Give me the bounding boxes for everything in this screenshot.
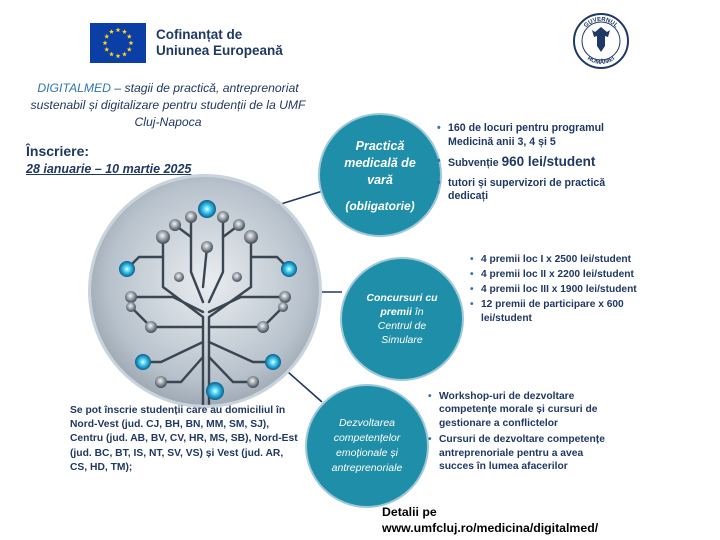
practice-title <box>344 138 416 189</box>
practice-bullet-places: • 160 de locuri pentru programul Medicină anii 3, 4 și 5 <box>437 122 637 149</box>
practice-bullet-list <box>437 122 637 210</box>
eu-line-1: Cofinanțat de <box>156 27 243 42</box>
prize-item: • 12 premii de participare x 600 lei/student <box>470 298 650 326</box>
program-brand: DIGITALMED <box>37 81 111 95</box>
contest-prizes-list <box>470 253 650 327</box>
practice-bullet-tutors: • tutori și supervizori de practică dedicați <box>437 177 637 204</box>
practice-title-line-2: medicală de <box>344 155 416 170</box>
romanian-government-emblem-icon <box>572 12 630 70</box>
program-title-rest: – stagii de practică, antreprenoriat sustenabil și digitalizare pentru studenții de la UMF Cluj-Napoca <box>30 81 306 129</box>
eu-line-2: Uniunea Europeană <box>156 43 283 58</box>
prize-item: • 4 premii loc III x 1900 lei/student <box>470 283 650 297</box>
development-circle <box>305 384 429 508</box>
details-url-link[interactable]: www.umfcluj.ro/medicina/digitalmed/ <box>382 521 599 535</box>
development-title-line-4: antreprenoriale <box>331 462 403 474</box>
subsidy-amount: 960 lei/student <box>501 154 596 169</box>
prize-item: • 4 premii loc I x 2500 lei/student <box>470 253 650 267</box>
registration-label: Înscriere: <box>26 143 90 159</box>
summer-practice-circle <box>318 113 442 237</box>
registration-dates: 28 ianuarie – 10 martie 2025 <box>26 162 192 176</box>
contests-title-line-4: Simulare <box>381 334 423 346</box>
details-block <box>382 504 598 536</box>
practice-title-line-3: vară <box>367 172 393 187</box>
development-bullet-workshops: • Workshop-uri de dezvoltare competențe morale și cursuri de gestionare a conflictelor <box>428 390 613 430</box>
development-bullet-list <box>428 390 613 476</box>
digital-circuit-tree-icon <box>88 174 322 408</box>
gov-emblem-text-bottom: ROMÂNIEI <box>585 55 617 67</box>
development-title-line-1: Dezvoltarea <box>338 417 395 429</box>
contests-title-line-2: premii în <box>380 306 424 318</box>
gov-emblem-text-top: GUVERNUL <box>583 16 619 30</box>
practice-mandatory-note: (obligatorie) <box>345 198 415 213</box>
subsidy-prefix: Subvenție <box>448 157 502 169</box>
development-title-line-2: competențelor <box>333 432 401 444</box>
eu-banner-text <box>156 27 283 59</box>
contests-title-line-1: Concursuri cu <box>366 292 438 304</box>
contests-title <box>366 291 437 347</box>
details-label: Detalii pe <box>382 505 437 519</box>
practice-title-line-1: Practică <box>355 138 405 153</box>
eu-cofinancing-banner <box>90 22 300 64</box>
development-title <box>332 416 403 476</box>
contests-circle <box>340 257 464 381</box>
program-title <box>20 80 316 131</box>
prize-item: • 4 premii loc II x 2200 lei/student <box>470 268 650 282</box>
development-bullet-courses: • Cursuri de dezvoltare competențe antreprenoriale pentru a avea succes în lumea afacerilor <box>428 433 613 473</box>
eu-flag-icon <box>90 23 146 63</box>
development-title-line-3: emoționale și <box>336 447 398 459</box>
eligible-regions-text: Se pot înscrie studenții care au domiciliul în Nord-Vest (jud. CJ, BH, BN, MM, SM, SJ), Centru (jud. AB, BV, CV, HR, MS, SB), Nord-Est (jud. BC, BT, IS, NT, SV, VS) și Vest (jud. AR, CS, HD, TM); <box>70 405 298 473</box>
contests-title-line-3: Centrul de <box>377 320 427 332</box>
practice-bullet-subsidy <box>437 155 637 171</box>
